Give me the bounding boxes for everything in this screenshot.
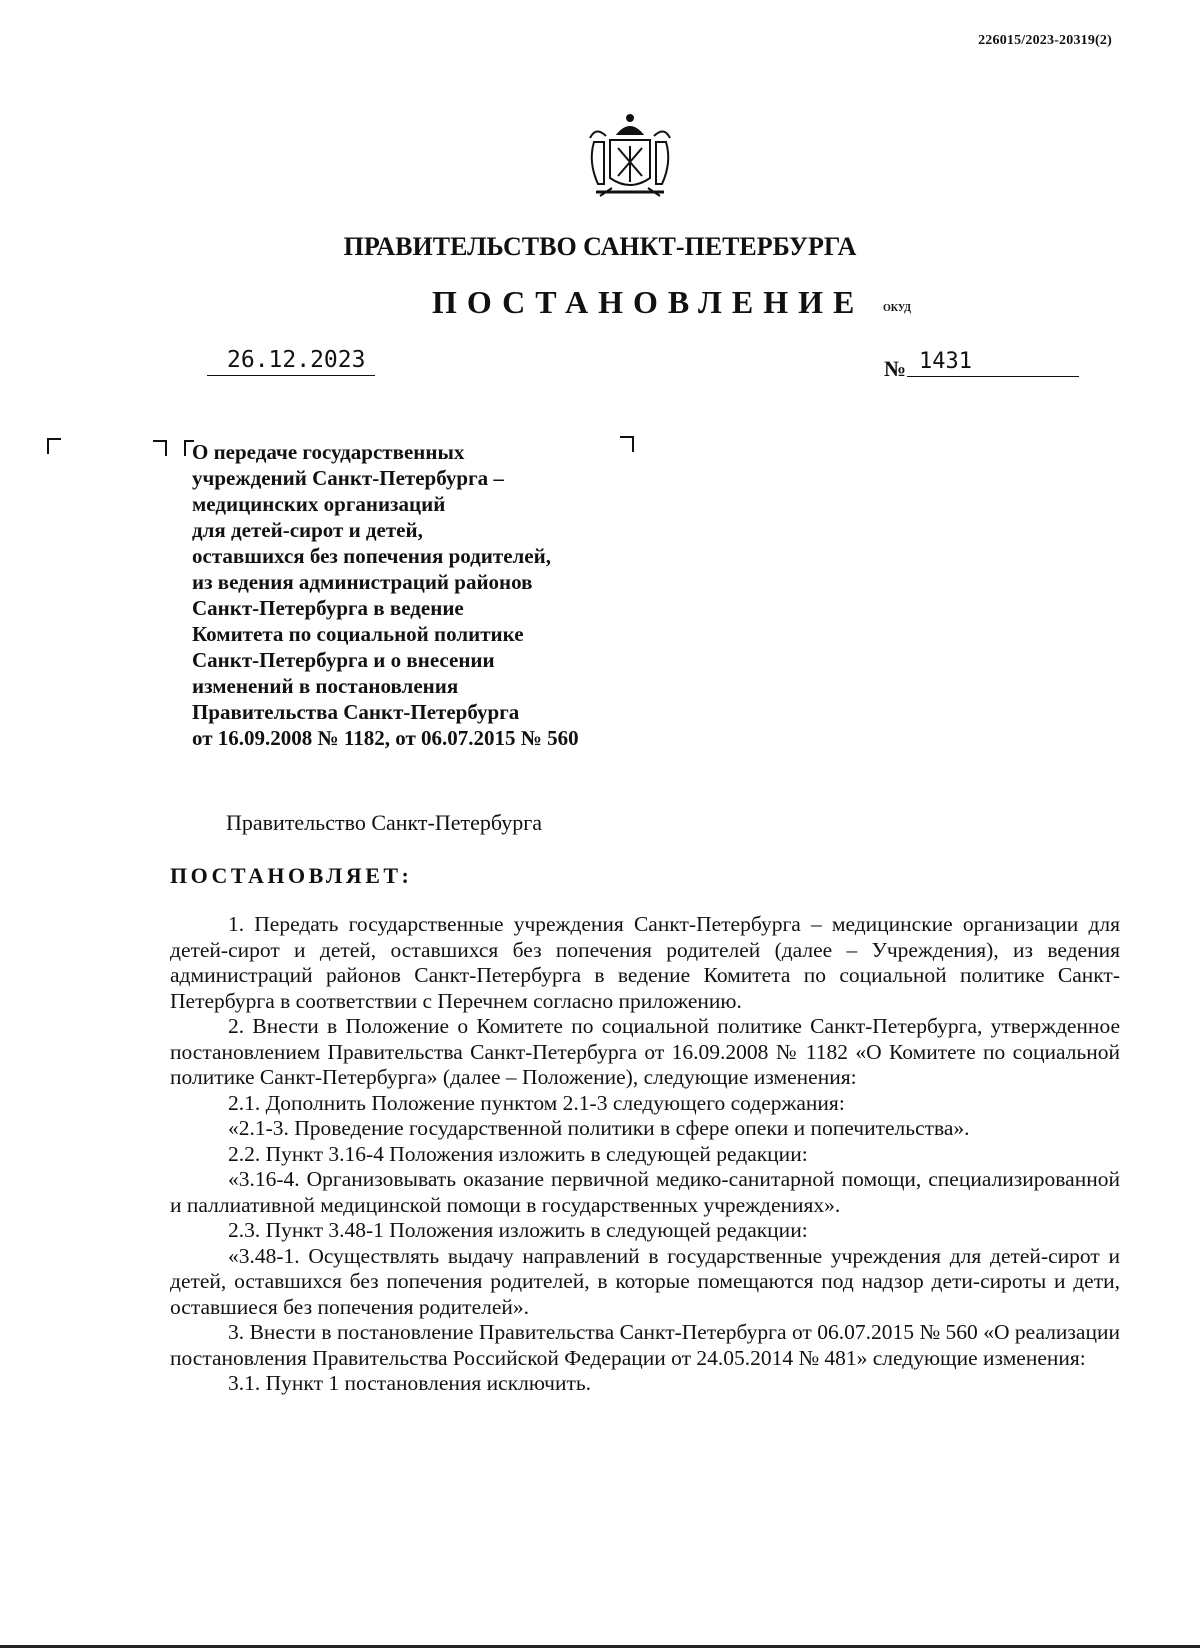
paragraph-3: 3. Внести в постановление Правительства Санкт-Петербурга от 06.07.2015 № 560 «О реализации постановления Правительства Российской Федерации от 24.05.2014 № 481» следующие изменения: [170,1320,1120,1370]
subject-line: из ведения администраций районов [192,570,533,594]
resolves-heading: ПОСТАНОВЛЯЕТ: [170,863,413,888]
subject-line: оставшихся без попечения родителей, [192,544,551,568]
paragraph-2-3-text: «3.48-1. Осуществлять выдачу направлений в государственные учреждения для детей-сирот и детей, оставшихся без попечения родителей, в которые помещаются под надзор дети-сироты и дети, оставшиеся без попечения родителей». [170,1243,1120,1319]
decree-heading: ПОСТАНОВЛЕНИЕ [432,284,865,320]
decree-subject [192,439,652,751]
subject-line: Комитета по социальной политике [192,622,524,646]
subject-line: Правительства Санкт-Петербурга [192,700,520,724]
number-label: № [884,356,907,381]
paragraph-3-1: 3.1. Пункт 1 постановления исключить. [228,1371,592,1395]
subject-line: Санкт-Петербурга и о внесении [192,648,495,672]
corner-mark-left [47,438,61,454]
decree-body [170,912,1120,1397]
decree-date: 26.12.2023 [207,347,375,376]
paragraph-2-2-text: «3.16-4. Организовывать оказание первичной медико-санитарной помощи, специализированной и паллиативной медицинской помощи в государственных учреждениях». [170,1167,1120,1217]
subject-line: учреждений Санкт-Петербурга – [192,466,504,490]
issuing-authority: Правительство Санкт-Петербурга [226,810,543,835]
paragraph-2-2: 2.2. Пункт 3.16-4 Положения изложить в следующей редакции: [228,1141,808,1166]
subject-line: медицинских организаций [192,492,446,516]
paragraph-2-3: 2.3. Пункт 3.48-1 Положения изложить в следующей редакции: [228,1218,808,1242]
document-registration-number: 226015/2023-20319(2) [978,33,1112,48]
scan-bottom-edge [0,1645,1200,1648]
subject-line: для детей-сирот и детей, [192,518,423,542]
paragraph-2-1: 2.1. Дополнить Положение пунктом 2.1-3 следующего содержания: [228,1090,845,1115]
subject-line: Санкт-Петербурга в ведение [192,596,464,620]
subject-line: изменений в постановления [192,674,459,698]
paragraph-2: 2. Внести в Положение о Комитете по социальной политике Санкт-Петербурга, утвержденное постановлением Правительства Санкт-Петербурга от 16.09.2008 № 1182 «О Комитете по социальной политике Санкт-Петербурга» (далее – Положение), следующие изменения: [170,1014,1120,1089]
decree-number: 1431 [907,349,1079,377]
okud-label: ОКУД [883,303,912,314]
paragraph-1: 1. Передать государственные учреждения Санкт-Петербурга – медицинские организации для детей-сирот и детей, оставшихся без попечения родителей (далее – Учреждения), из ведения администраций районов Санкт-Петербурга в ведение Комитета по социальной политике Санкт-Петербурга в соответствии с Перечнем согласно приложению. [170,912,1120,1013]
paragraph-2-1-text: «2.1-3. Проведение государственной политики в сфере опеки и попечительства». [228,1116,970,1140]
subject-line: от 16.09.2008 № 1182, от 06.07.2015 № 560 [192,726,579,750]
corner-mark-subject-open-right [153,440,167,456]
coat-of-arms-emblem [580,112,680,204]
subject-line: О передаче государственных [192,440,465,464]
government-title: ПРАВИТЕЛЬСТВО САНКТ-ПЕТЕРБУРГА [343,232,857,261]
